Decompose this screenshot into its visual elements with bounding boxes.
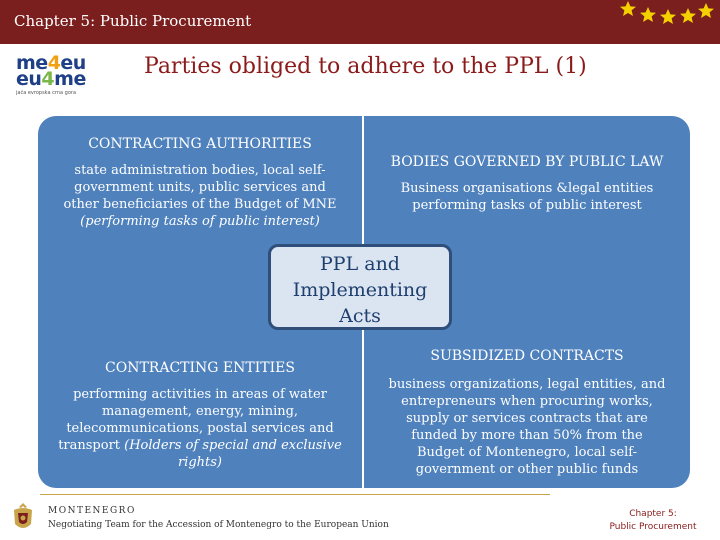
logo-tagline: jača evropska crna gora [16,90,77,96]
star-icon [660,9,676,24]
footer-divider [40,494,550,495]
coat-of-arms-icon [10,502,36,536]
center-text: PPL and Implementing Acts [292,253,428,327]
footer-team: Negotiating Team for the Accession of Montenegro to the European Union [48,520,389,530]
star-icon [680,8,696,23]
star-icon [640,7,656,22]
logo-line-2: eu4me [16,68,86,90]
star-icon [698,3,714,18]
star-icon [620,1,636,16]
panel-body: state administration bodies, local self- government units, public services and other beneficiaries of the Budget of MNE (performing tasks of public interest) [63,163,337,229]
ppl-center-box [268,244,452,330]
contracting-authorities-panel [38,116,362,250]
slide-title: Parties obliged to adhere to the PPL (1) [144,54,587,79]
bodies-governed-panel [364,116,690,250]
panel-heading: SUBSIDIZED CONTRACTS [430,348,624,364]
chapter-title: Chapter 5: Public Procurement [14,12,252,30]
panel-body: Business organisations &legal entities performing tasks of public interest [400,181,654,213]
panel-heading: CONTRACTING ENTITIES [105,360,295,376]
eu-stars-icon [610,0,720,30]
footer-chapter: Chapter 5: Public Procurement [609,509,697,532]
panel-heading: BODIES GOVERNED BY PUBLIC LAW [390,154,664,170]
footer-country: MONTENEGRO [48,506,136,516]
panel-body: business organizations, legal entities, and entrepreneurs when procuring works, supply or services contracts that are funded by more than 50% from the Budget of Montenegro, local self- government or other public funds [388,377,666,477]
panel-heading: CONTRACTING AUTHORITIES [88,136,312,152]
header-bar [0,0,720,44]
me4eu-logo [16,54,116,98]
logo-line-1: me4eu [16,52,86,74]
panel-body: performing activities in areas of water management, energy, mining, telecommunications, postal services and transport (Holders of special and exclusive rights) [58,387,342,470]
